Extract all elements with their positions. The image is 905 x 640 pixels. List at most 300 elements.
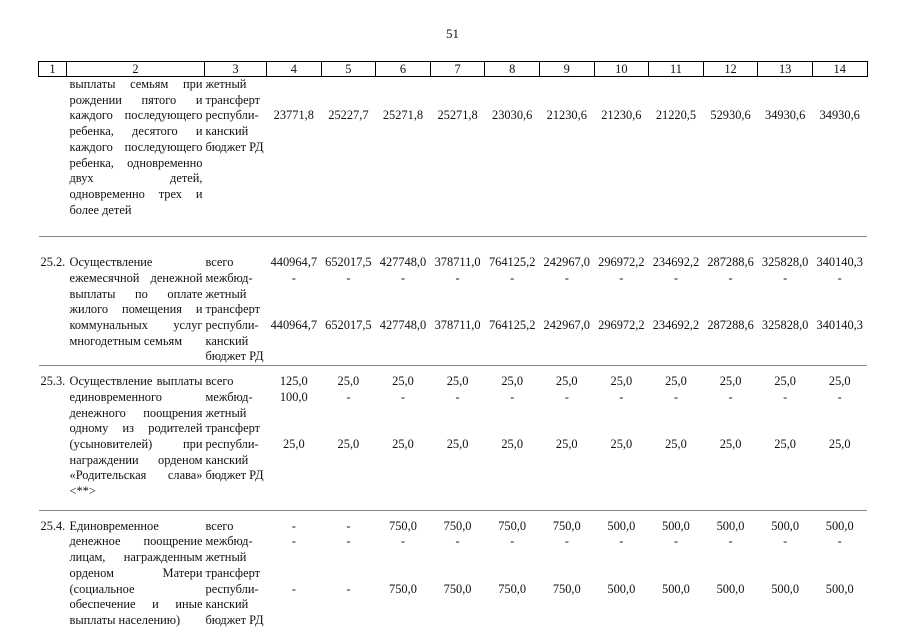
funding-source-line: канский <box>205 452 249 467</box>
value-cell <box>594 77 649 237</box>
value-blank <box>594 421 649 437</box>
value-blank <box>485 453 540 469</box>
value-text: 23030,6 <box>492 108 533 123</box>
value-cell <box>812 237 867 366</box>
funding-source-line: жетный <box>205 405 247 420</box>
value-text: 325828,0 <box>761 318 809 333</box>
value-blank <box>594 77 649 93</box>
header-cell: 4 <box>267 62 322 77</box>
value-text: 500,0 <box>662 581 690 596</box>
table-body <box>39 77 868 629</box>
value-cell <box>267 77 322 237</box>
value-blank <box>594 406 649 422</box>
value-blank <box>321 287 376 303</box>
value-blank <box>539 566 594 582</box>
funding-source-line: бюджет РД <box>205 139 264 154</box>
value-text: 500,0 <box>771 518 800 533</box>
value-cell <box>812 366 867 511</box>
value-cell <box>376 237 431 366</box>
value-blank <box>539 597 594 613</box>
value-text: - <box>400 271 406 286</box>
value-blank <box>430 453 485 469</box>
value-text: - <box>346 389 351 404</box>
funding-source <box>205 366 267 511</box>
value-text: 427748,0 <box>379 255 427 270</box>
value-cell <box>267 510 322 628</box>
value-text: 750,0 <box>552 581 581 596</box>
value-blank <box>321 550 376 566</box>
value-blank <box>812 124 867 140</box>
value-cell <box>758 510 813 628</box>
value-blank <box>430 421 485 437</box>
value-text: 234692,2 <box>652 318 700 333</box>
value-blank <box>539 334 594 350</box>
value-cell <box>812 510 867 628</box>
value-text: - <box>837 389 842 404</box>
value-cell <box>703 77 758 237</box>
value-text: 25,0 <box>501 436 524 451</box>
value-blank <box>430 349 485 365</box>
value-blank <box>321 468 376 484</box>
header-cell: 11 <box>649 62 704 77</box>
value-blank <box>539 453 594 469</box>
value-blank <box>594 302 649 318</box>
value-text: 500,0 <box>716 581 745 596</box>
value-blank <box>485 468 540 484</box>
value-blank <box>812 597 867 613</box>
value-blank <box>649 613 704 629</box>
value-text: - <box>564 534 569 549</box>
value-blank <box>539 613 594 629</box>
header-cell: 12 <box>703 62 758 77</box>
value-blank <box>703 453 758 469</box>
value-text: - <box>346 518 351 533</box>
value-text: 750,0 <box>552 518 581 533</box>
value-blank <box>539 550 594 566</box>
value-blank <box>485 140 540 156</box>
value-cell <box>321 237 376 366</box>
value-blank <box>485 302 540 318</box>
value-text: - <box>619 389 624 404</box>
value-blank <box>321 453 376 469</box>
value-blank <box>703 613 758 629</box>
value-text: 25,0 <box>392 374 414 389</box>
funding-source-line: межбюд- <box>205 389 253 404</box>
value-blank <box>267 613 322 629</box>
value-text: 25,0 <box>719 374 742 389</box>
value-blank <box>539 77 594 93</box>
value-text: 25,0 <box>665 436 687 451</box>
value-blank <box>758 453 813 469</box>
funding-source-line: республи- <box>205 436 259 451</box>
value-blank <box>703 550 758 566</box>
value-text: 23771,8 <box>273 108 314 123</box>
value-text: - <box>400 534 406 549</box>
table-row <box>39 237 868 366</box>
value-blank <box>430 613 485 629</box>
value-text: 296972,2 <box>598 255 645 270</box>
funding-source-line: республи- <box>205 581 259 596</box>
value-text: 25,0 <box>446 436 469 451</box>
value-cell <box>485 77 540 237</box>
value-blank <box>758 93 813 109</box>
value-blank <box>485 613 540 629</box>
value-text: 25,0 <box>555 436 578 451</box>
value-text: - <box>619 271 624 286</box>
funding-source-line: канский <box>205 124 249 139</box>
value-text: 378711,0 <box>434 255 481 270</box>
row-description: Осуществление ежемесячной денежной выплаты по оплате жилого помещения и коммунальных услуг многодетным семьям <box>67 237 205 366</box>
value-cell <box>376 510 431 628</box>
value-blank <box>812 550 867 566</box>
value-blank <box>376 421 431 437</box>
row-number <box>39 77 67 237</box>
value-text: - <box>455 389 460 404</box>
value-text: 750,0 <box>443 581 472 596</box>
funding-source-line: канский <box>205 333 249 348</box>
value-text: 750,0 <box>498 518 527 533</box>
funding-source-line: бюджет РД <box>205 349 264 364</box>
table-row <box>39 366 868 511</box>
value-blank <box>758 349 813 365</box>
header-cell: 13 <box>758 62 813 77</box>
value-text: 25,0 <box>828 374 851 389</box>
funding-source-line: трансферт <box>205 92 261 107</box>
value-blank <box>594 334 649 350</box>
value-text: - <box>510 389 515 404</box>
value-cell <box>703 510 758 628</box>
value-cell <box>430 510 485 628</box>
value-blank <box>485 566 540 582</box>
value-text: - <box>837 271 842 286</box>
value-blank <box>758 77 813 93</box>
value-blank <box>430 124 485 140</box>
value-text: 25,0 <box>610 374 633 389</box>
value-text: - <box>783 389 788 404</box>
value-text: 25,0 <box>337 436 360 451</box>
value-cell <box>321 366 376 511</box>
value-blank <box>812 302 867 318</box>
row-description: выплаты семьям при рождении пятого и каждого последующего ребенка, десятого и каждого последующего ребенка, одновременно двух детей, одновременно трех и более детей <box>69 77 203 217</box>
value-blank <box>703 421 758 437</box>
value-text: - <box>291 271 296 286</box>
value-text: 21230,6 <box>601 108 642 123</box>
value-text: 100,0 <box>279 389 308 404</box>
value-blank <box>594 566 649 582</box>
funding-source-line: межбюд- <box>205 534 253 549</box>
funding-source-line: республи- <box>205 318 259 333</box>
header-cell: 8 <box>485 62 540 77</box>
page-number: 51 <box>446 26 459 41</box>
value-text: 25,0 <box>446 374 469 389</box>
value-blank <box>812 334 867 350</box>
value-text: 378711,0 <box>434 318 481 333</box>
value-text: 21220,5 <box>655 108 697 123</box>
value-blank <box>485 597 540 613</box>
value-text: - <box>564 271 569 286</box>
value-blank <box>812 93 867 109</box>
value-blank <box>649 453 704 469</box>
value-blank <box>430 597 485 613</box>
value-text: 750,0 <box>498 581 527 596</box>
value-text: 427748,0 <box>379 318 427 333</box>
value-cell <box>812 77 867 237</box>
value-blank <box>758 140 813 156</box>
value-blank <box>267 550 322 566</box>
value-text: 25,0 <box>501 374 524 389</box>
value-cell <box>649 237 704 366</box>
value-blank <box>758 406 813 422</box>
value-cell <box>649 77 704 237</box>
value-blank <box>485 349 540 365</box>
table-row <box>39 77 868 237</box>
value-blank <box>485 287 540 303</box>
funding-source-line: всего <box>205 374 234 389</box>
value-blank <box>539 287 594 303</box>
value-text: 25,0 <box>719 436 742 451</box>
value-blank <box>321 334 376 350</box>
value-blank <box>812 566 867 582</box>
value-text: - <box>346 534 351 549</box>
funding-source-line: республи- <box>205 108 259 123</box>
header-cell: 7 <box>430 62 485 77</box>
funding-source-line: всего <box>205 255 234 270</box>
value-text: 500,0 <box>716 518 745 533</box>
value-text: 750,0 <box>389 518 417 533</box>
funding-source-line: жетный <box>205 550 247 565</box>
header-cell: 9 <box>539 62 594 77</box>
value-blank <box>376 349 431 365</box>
value-blank <box>594 287 649 303</box>
value-blank <box>594 349 649 365</box>
header-cell: 5 <box>321 62 376 77</box>
value-cell <box>539 366 594 511</box>
value-blank <box>376 287 431 303</box>
value-blank <box>703 124 758 140</box>
value-blank <box>267 468 322 484</box>
value-cell <box>376 77 431 237</box>
value-blank <box>649 334 704 350</box>
value-cell <box>267 366 322 511</box>
value-text: 440964,7 <box>270 255 318 270</box>
value-blank <box>812 406 867 422</box>
value-blank <box>430 77 485 93</box>
value-text: - <box>673 271 679 286</box>
value-blank <box>594 468 649 484</box>
value-blank <box>649 468 704 484</box>
value-text: - <box>673 389 679 404</box>
value-text: - <box>455 534 460 549</box>
value-blank <box>321 349 376 365</box>
value-text: 25,0 <box>282 436 305 451</box>
value-cell <box>539 510 594 628</box>
value-blank <box>539 468 594 484</box>
value-blank <box>539 140 594 156</box>
value-blank <box>376 302 431 318</box>
value-text: 25,0 <box>555 374 578 389</box>
funding-source-line: трансферт <box>205 565 261 580</box>
value-text: 25,0 <box>828 436 851 451</box>
value-text: 25,0 <box>610 436 633 451</box>
value-text: - <box>291 518 296 533</box>
value-blank <box>485 334 540 350</box>
value-blank <box>812 453 867 469</box>
value-blank <box>812 421 867 437</box>
value-blank <box>703 334 758 350</box>
value-cell <box>539 77 594 237</box>
value-blank <box>539 93 594 109</box>
value-text: 125,0 <box>279 374 308 389</box>
value-blank <box>321 613 376 629</box>
value-blank <box>812 77 867 93</box>
value-text: 340140,3 <box>816 318 863 333</box>
value-text: - <box>728 534 733 549</box>
value-blank <box>376 468 431 484</box>
value-cell <box>758 366 813 511</box>
funding-source <box>205 237 267 366</box>
value-blank <box>812 349 867 365</box>
funding-source <box>205 77 267 237</box>
value-cell <box>321 77 376 237</box>
value-blank <box>267 597 322 613</box>
value-blank <box>430 406 485 422</box>
row-number: 25.4. <box>39 510 67 628</box>
value-text: 21230,6 <box>546 108 587 123</box>
value-blank <box>594 93 649 109</box>
value-cell <box>485 510 540 628</box>
value-text: - <box>291 581 296 596</box>
value-blank <box>594 613 649 629</box>
value-blank <box>703 302 758 318</box>
value-text: - <box>673 534 679 549</box>
value-blank <box>703 406 758 422</box>
value-text: 34930,6 <box>819 108 860 123</box>
value-blank <box>758 421 813 437</box>
value-text: - <box>510 534 515 549</box>
value-blank <box>376 77 431 93</box>
value-cell <box>649 366 704 511</box>
funding-source-line: межбюд- <box>205 271 253 286</box>
value-blank <box>267 77 322 93</box>
value-blank <box>376 597 431 613</box>
value-blank <box>539 349 594 365</box>
value-blank <box>267 302 322 318</box>
value-cell <box>758 77 813 237</box>
value-cell <box>485 366 540 511</box>
value-text: 764125,2 <box>488 318 536 333</box>
table-row <box>39 510 868 628</box>
value-blank <box>430 468 485 484</box>
value-text: 287288,6 <box>707 255 754 270</box>
value-blank <box>267 349 322 365</box>
funding-source-line: бюджет РД <box>205 612 264 627</box>
value-blank <box>539 124 594 140</box>
value-text: - <box>837 534 842 549</box>
value-blank <box>485 93 540 109</box>
value-blank <box>267 93 322 109</box>
value-blank <box>758 124 813 140</box>
value-text: 500,0 <box>662 518 690 533</box>
value-blank <box>758 613 813 629</box>
budget-table <box>38 61 868 629</box>
value-blank <box>267 406 322 422</box>
value-blank <box>321 406 376 422</box>
value-cell <box>267 237 322 366</box>
value-cell <box>430 237 485 366</box>
value-text: 52930,6 <box>710 108 751 123</box>
value-blank <box>267 287 322 303</box>
value-text: - <box>346 271 351 286</box>
value-blank <box>321 124 376 140</box>
value-blank <box>485 550 540 566</box>
value-text: - <box>346 581 351 596</box>
value-blank <box>376 93 431 109</box>
header-cell: 6 <box>376 62 431 77</box>
value-text: 25,0 <box>665 374 687 389</box>
value-text: 340140,3 <box>816 255 863 270</box>
value-blank <box>376 566 431 582</box>
value-blank <box>485 77 540 93</box>
value-blank <box>703 93 758 109</box>
value-blank <box>649 302 704 318</box>
row-description: Осуществление выплаты единовременного денежного поощрения одному из родителей (усыновителей) при награждении орденом «Родительская слава» <**> <box>67 366 205 511</box>
value-text: 764125,2 <box>488 255 536 270</box>
value-blank <box>594 140 649 156</box>
value-blank <box>376 124 431 140</box>
value-cell <box>485 237 540 366</box>
value-blank <box>649 406 704 422</box>
value-cell <box>594 510 649 628</box>
row-number: 25.3. <box>39 366 67 511</box>
row-description: Единовременное денежное поощрение лицам, награжденным орденом Матери (социальное обеспечение и иные выплаты населению) <box>67 510 205 628</box>
value-blank <box>812 287 867 303</box>
value-blank <box>430 566 485 582</box>
value-cell <box>321 510 376 628</box>
funding-source-line: бюджет РД <box>205 468 264 483</box>
value-blank <box>649 421 704 437</box>
value-blank <box>539 406 594 422</box>
value-text: 325828,0 <box>761 255 809 270</box>
value-blank <box>758 468 813 484</box>
value-text: - <box>455 271 460 286</box>
value-blank <box>376 140 431 156</box>
header-cell: 10 <box>594 62 649 77</box>
value-blank <box>703 140 758 156</box>
value-blank <box>703 349 758 365</box>
funding-source-line: трансферт <box>205 421 261 436</box>
value-cell <box>594 366 649 511</box>
funding-source <box>205 510 267 628</box>
value-text: 296972,2 <box>598 318 645 333</box>
value-blank <box>267 566 322 582</box>
value-text: - <box>728 271 733 286</box>
value-blank <box>485 421 540 437</box>
value-blank <box>485 406 540 422</box>
value-text: 25,0 <box>337 374 360 389</box>
value-blank <box>267 124 322 140</box>
value-cell <box>703 366 758 511</box>
value-blank <box>430 334 485 350</box>
value-text: 500,0 <box>825 518 854 533</box>
value-blank <box>430 140 485 156</box>
value-cell <box>649 510 704 628</box>
value-cell <box>539 237 594 366</box>
value-blank <box>649 597 704 613</box>
value-text: 440964,7 <box>270 318 318 333</box>
header-cell: 2 <box>67 62 205 77</box>
value-blank <box>812 613 867 629</box>
value-blank <box>376 613 431 629</box>
